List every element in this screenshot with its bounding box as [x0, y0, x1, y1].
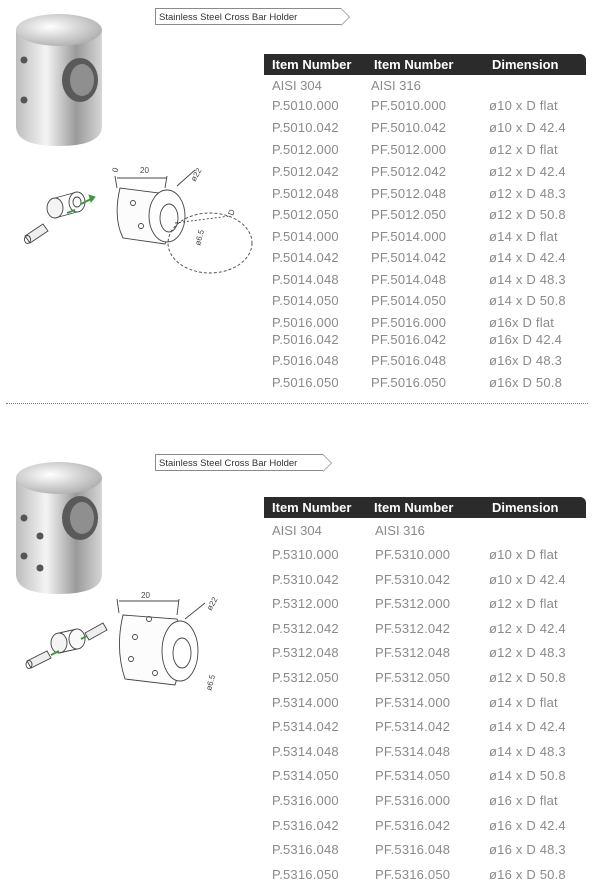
header-dimension: Dimension: [492, 500, 559, 515]
dim-label-dia65: ø6.5: [204, 673, 218, 692]
cell-dimension: ø16x D 48.3: [489, 353, 563, 368]
cell-item-aisi304: P.5012.042: [272, 164, 339, 179]
dim-label-dia22: ø22: [204, 595, 220, 612]
cell-item-aisi304: P.5010.000: [272, 98, 339, 113]
technical-drawing: [15, 589, 265, 729]
cell-item-aisi316: PF.5010.042: [371, 120, 447, 135]
cell-item-aisi304: P.5014.050: [272, 293, 339, 308]
holder-drawing-icon: [115, 170, 252, 273]
dim-label-20: 20: [140, 166, 149, 175]
header-item-number-304: Item Number: [272, 500, 352, 515]
cell-dimension: ø14 x D 42.4: [489, 250, 566, 265]
cell-item-aisi304: P.5016.048: [272, 353, 339, 368]
cell-dimension: ø12 x D flat: [489, 596, 558, 612]
cell-dimension: ø16 x D 50.8: [489, 866, 566, 882]
header-item-number-304: Item Number: [272, 57, 352, 72]
cell-item-aisi304: P.5314.050: [272, 768, 339, 784]
cell-item-aisi316: PF.5314.042: [375, 719, 451, 735]
dim-label-dia65: ø6.5: [193, 228, 207, 247]
dim-label-dia22: ø22: [188, 166, 204, 183]
cell-dimension: ø14 x D 50.8: [489, 293, 566, 308]
cell-item-aisi304: P.5316.048: [272, 842, 339, 858]
cell-item-aisi304: P.5312.000: [272, 596, 339, 612]
connector-icon: [51, 629, 85, 653]
product-section-2: [0, 444, 593, 892]
product-photo: [10, 456, 110, 596]
cell-item-aisi304: P.5014.000: [272, 229, 339, 244]
table-header: [264, 54, 586, 75]
cell-item-aisi316: PF.5316.050: [375, 866, 451, 882]
dim-label-20: 20: [141, 591, 150, 600]
dim-label-0: 0: [110, 166, 121, 174]
subheader-aisi-316: AISI 316: [375, 523, 425, 538]
cell-dimension: ø16 x D 48.3: [489, 842, 566, 858]
product-photo: [10, 8, 110, 148]
connector-icon: [47, 192, 85, 218]
cell-item-aisi316: PF.5316.048: [375, 842, 451, 858]
cell-item-aisi316: PF.5016.048: [371, 353, 447, 368]
cell-dimension: ø12 x D 48.3: [489, 186, 566, 201]
cell-item-aisi316: PF.5312.048: [375, 645, 451, 661]
cell-dimension: ø12 x D 42.4: [489, 164, 566, 179]
cell-item-aisi304: P.5012.000: [272, 142, 339, 157]
header-item-number-316: Item Number: [374, 500, 454, 515]
cell-dimension: ø16x D flat: [489, 315, 555, 330]
cell-dimension: ø16 x D 42.4: [489, 817, 566, 833]
cell-dimension: ø10 x D 42.4: [489, 571, 566, 587]
cell-item-aisi316: PF.5010.000: [371, 98, 447, 113]
cell-item-aisi316: PF.5016.050: [371, 375, 447, 390]
cell-item-aisi304: P.5014.048: [272, 272, 339, 287]
subheader-aisi-304: AISI 304: [272, 78, 322, 93]
cell-item-aisi316: PF.5312.042: [375, 620, 451, 636]
cell-item-aisi304: P.5316.042: [272, 817, 339, 833]
cell-dimension: ø16x D 50.8: [489, 375, 563, 390]
cell-item-aisi316: PF.5012.042: [371, 164, 447, 179]
cell-item-aisi316: PF.5014.000: [371, 229, 447, 244]
cell-item-aisi316: PF.5316.000: [375, 793, 451, 808]
cell-item-aisi304: P.5016.042: [272, 332, 339, 347]
cell-dimension: ø10 x D flat: [489, 98, 558, 113]
header-item-number-316: Item Number: [374, 57, 454, 72]
cell-item-aisi304: P.5310.042: [272, 571, 339, 587]
cell-item-aisi304: P.5012.048: [272, 186, 339, 201]
cell-item-aisi316: PF.5310.042: [375, 571, 451, 587]
cell-item-aisi304: P.5312.042: [272, 620, 339, 636]
cell-item-aisi304: P.5314.042: [272, 719, 339, 735]
cell-item-aisi304: P.5312.048: [272, 645, 339, 661]
dim-label-d: D: [226, 208, 237, 217]
cell-dimension: ø12 x D 42.4: [489, 620, 566, 636]
cell-dimension: ø12 x D flat: [489, 142, 558, 157]
cell-item-aisi304: P.5012.050: [272, 207, 339, 222]
cell-item-aisi316: PF.5314.000: [375, 694, 451, 710]
section-divider: [6, 403, 588, 404]
cell-dimension: ø12 x D 50.8: [489, 207, 566, 222]
subheader-aisi-304: AISI 304: [272, 523, 322, 538]
cell-dimension: ø14 x D 48.3: [489, 272, 566, 287]
subheader-aisi-316: AISI 316: [371, 78, 421, 93]
cell-item-aisi316: PF.5014.048: [371, 272, 447, 287]
cell-dimension: ø14 x D flat: [489, 229, 558, 244]
cell-item-aisi316: PF.5316.042: [375, 817, 451, 833]
cell-item-aisi316: PF.5012.000: [371, 142, 447, 157]
cell-item-aisi304: P.5316.000: [272, 793, 339, 808]
table-header: [264, 497, 586, 518]
cell-item-aisi316: PF.5310.000: [375, 547, 451, 562]
holder-drawing-icon: [117, 599, 205, 685]
cell-dimension: ø16 x D flat: [489, 793, 558, 808]
cell-item-aisi316: PF.5014.050: [371, 293, 447, 308]
cell-dimension: ø10 x D flat: [489, 547, 558, 562]
cell-item-aisi304: P.5316.050: [272, 866, 339, 882]
cell-item-aisi304: P.5314.000: [272, 694, 339, 710]
cell-item-aisi304: P.5314.048: [272, 743, 339, 759]
cell-item-aisi304: P.5312.050: [272, 670, 339, 685]
pin-icon: [25, 224, 49, 244]
cell-dimension: ø14 x D flat: [489, 694, 558, 710]
header-dimension: Dimension: [492, 57, 559, 72]
cell-item-aisi304: P.5016.050: [272, 375, 339, 390]
cell-dimension: ø12 x D 48.3: [489, 645, 566, 661]
product-section-1: [0, 0, 593, 400]
cell-dimension: ø16x D 42.4: [489, 332, 563, 347]
product-title: Stainless Steel Cross Bar Holder: [155, 454, 323, 471]
cell-item-aisi316: PF.5012.050: [371, 207, 447, 222]
cell-item-aisi316: PF.5312.050: [375, 670, 451, 685]
product-title: Stainless Steel Cross Bar Holder: [155, 8, 341, 25]
cell-dimension: ø12 x D 50.8: [489, 670, 566, 685]
cell-item-aisi304: P.5310.000: [272, 547, 339, 562]
cell-dimension: ø14 x D 50.8: [489, 768, 566, 784]
cell-item-aisi304: P.5010.042: [272, 120, 339, 135]
cell-item-aisi316: PF.5016.042: [371, 332, 447, 347]
cell-item-aisi316: PF.5016.000: [371, 315, 447, 330]
cell-item-aisi316: PF.5314.048: [375, 743, 451, 759]
technical-drawing: [15, 158, 265, 298]
cell-item-aisi304: P.5016.000: [272, 315, 339, 330]
cell-item-aisi316: PF.5014.042: [371, 250, 447, 265]
cell-dimension: ø14 x D 42.4: [489, 719, 566, 735]
cell-item-aisi304: P.5014.042: [272, 250, 339, 265]
cell-dimension: ø14 x D 48.3: [489, 743, 566, 759]
cell-item-aisi316: PF.5012.048: [371, 186, 447, 201]
cell-item-aisi316: PF.5314.050: [375, 768, 451, 784]
cell-item-aisi316: PF.5312.000: [375, 596, 451, 612]
cell-dimension: ø10 x D 42.4: [489, 120, 566, 135]
